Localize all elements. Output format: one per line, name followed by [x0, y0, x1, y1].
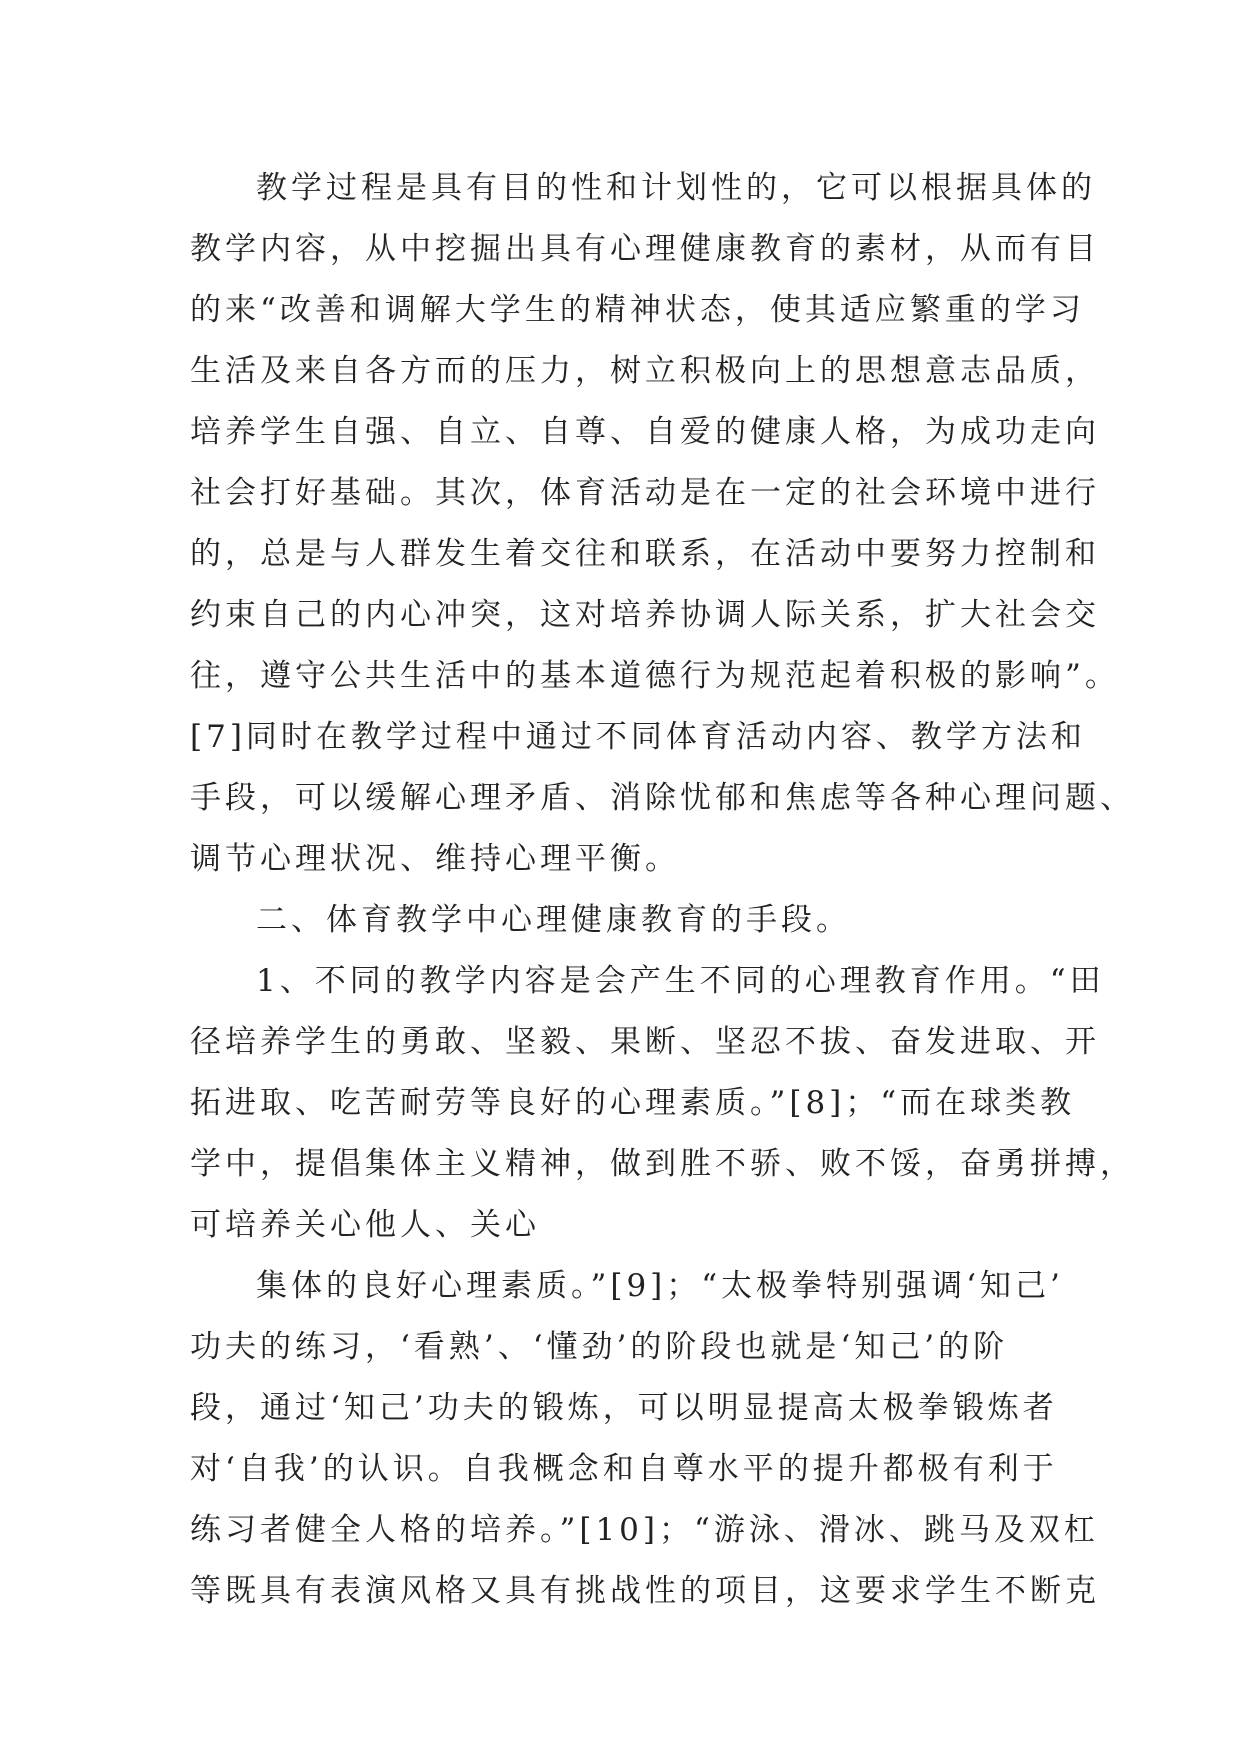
text-line: 练习者健全人格的培养。”[10]；“游泳、滑冰、跳马及双杠	[190, 1512, 1099, 1548]
body-text	[190, 158, 1135, 1622]
text-line: [7]同时在教学过程中通过不同体育活动内容、教学方法和	[190, 719, 1086, 755]
text-line: 约束自己的内心冲突，这对培养协调人际关系，扩大社会交	[190, 597, 1100, 633]
text-line: 等既具有表演风格又具有挑战性的项目，这要求学生不断克	[190, 1573, 1100, 1609]
text-line: 段，通过‘知己’功夫的锻炼，可以明显提高太极拳锻炼者	[190, 1390, 1058, 1426]
text-line: 培养学生自强、自立、自尊、自爱的健康人格，为成功走向	[190, 414, 1100, 450]
text-line: 教学过程是具有目的性和计划性的，它可以根据具体的	[256, 170, 1096, 206]
text-line: 教学内容，从中挖掘出具有心理健康教育的素材，从而有目	[190, 231, 1100, 267]
text-line: 调节心理状况、维持心理平衡。	[190, 841, 680, 877]
text-line: 拓进取、吃苦耐劳等良好的心理素质。”[8]；“而在球类教	[190, 1085, 1076, 1121]
text-line: 学中，提倡集体主义精神，做到胜不骄、败不馁，奋勇拼搏，	[190, 1146, 1135, 1182]
text-line: 径培养学生的勇敢、坚毅、果断、坚忍不拔、奋发进取、开	[190, 1024, 1100, 1060]
text-line: 1、不同的教学内容是会产生不同的心理教育作用。“田	[256, 963, 1105, 999]
text-line: 社会打好基础。其次，体育活动是在一定的社会环境中进行	[190, 475, 1100, 511]
text-line: 功夫的练习，‘看熟’、‘懂劲’的阶段也就是‘知己’的阶	[190, 1329, 1009, 1365]
text-line: 集体的良好心理素质。”[9]；“太极拳特别强调‘知己’	[256, 1268, 1064, 1304]
text-line: 可培养关心他人、关心	[190, 1207, 540, 1243]
text-line: 手段，可以缓解心理矛盾、消除忧郁和焦虑等各种心理问题、	[190, 780, 1135, 816]
text-line: 的，总是与人群发生着交往和联系，在活动中要努力控制和	[190, 536, 1100, 572]
text-line: 对‘自我’的认识。自我概念和自尊水平的提升都极有利于	[190, 1451, 1058, 1487]
section-heading: 二、体育教学中心理健康教育的手段。	[256, 902, 851, 938]
text-line: 生活及来自各方而的压力，树立积极向上的思想意志品质，	[190, 353, 1100, 389]
text-line: 往，遵守公共生活中的基本道德行为规范起着积极的影响”。	[190, 658, 1120, 694]
text-line: 的来“改善和调解大学生的精神状态，使其适应繁重的学习	[190, 292, 1085, 328]
